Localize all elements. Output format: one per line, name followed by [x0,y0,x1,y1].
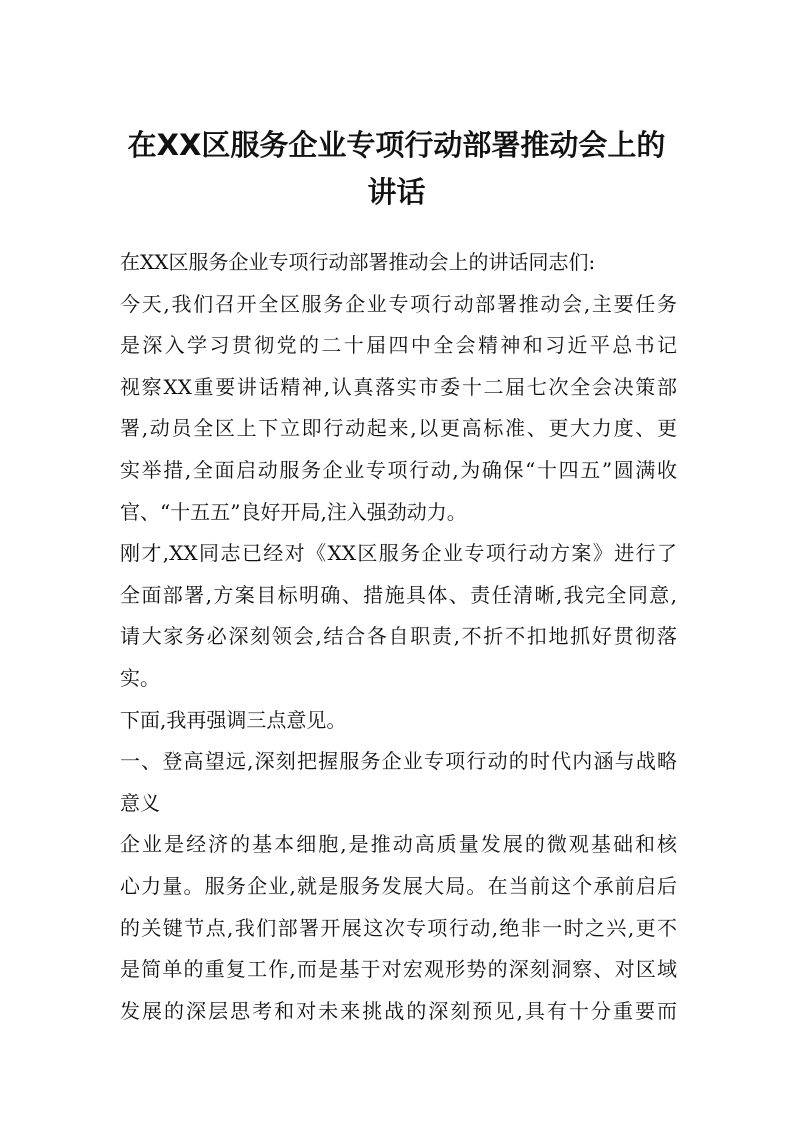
text-line: 刚才,XX同志已经对《XX区服务企业专项行动方案》进行了 [120,541,677,566]
document-title-line-2: 讲话 [367,175,426,209]
text-line: 发展的深层思考和对未来挑战的深刻预见,具有十分重要而 [120,998,677,1023]
text-line: 企业是经济的基本细胞,是推动高质量发展的微观基础和核 [120,832,677,857]
text-line: 下面,我再强调三点意见。 [120,707,347,732]
text-line: 的关键节点,我们部署开展这次专项行动,绝非一时之兴,更不 [120,915,677,940]
text-line: 今天,我们召开全区服务企业专项行动部署推动会,主要任务 [120,291,677,316]
text-line: 官、“十五五”良好开局,注入强劲动力。 [120,499,467,524]
text-line: 视察XX重要讲话精神,认真落实市委十二届七次全会决策部 [120,374,677,399]
text-line: 是深入学习贯彻党的二十届四中全会精神和习近平总书记 [120,333,677,358]
text-line: 请大家务必深刻领会,结合各自职责,不折不扣地抓好贯彻落 [120,624,677,649]
text-line: 意义 [120,790,160,815]
text-line: 心力量。服务企业,就是服务发展大局。在当前这个承前启后 [120,873,677,898]
text-line: 实。 [120,665,160,690]
text-line: 是简单的重复工作,而是基于对宏观形势的深刻洞察、对区域 [120,957,677,982]
document-title-line-1: 在XX区服务企业专项行动部署推动会上的 [127,128,666,162]
text-line: 署,动员全区上下立即行动起来,以更高标准、更大力度、更 [120,416,677,441]
text-line: 全面部署,方案目标明确、措施具体、责任清晰,我完全同意, [120,582,677,607]
text-line: 实举措,全面启动服务企业专项行动,为确保“十四五”圆满收 [120,457,677,482]
text-line: 在XX区服务企业专项行动部署推动会上的讲话同志们: [120,250,596,274]
text-line: 一、登高望远,深刻把握服务企业专项行动的时代内涵与战略 [120,749,677,774]
document-body [120,242,677,1032]
